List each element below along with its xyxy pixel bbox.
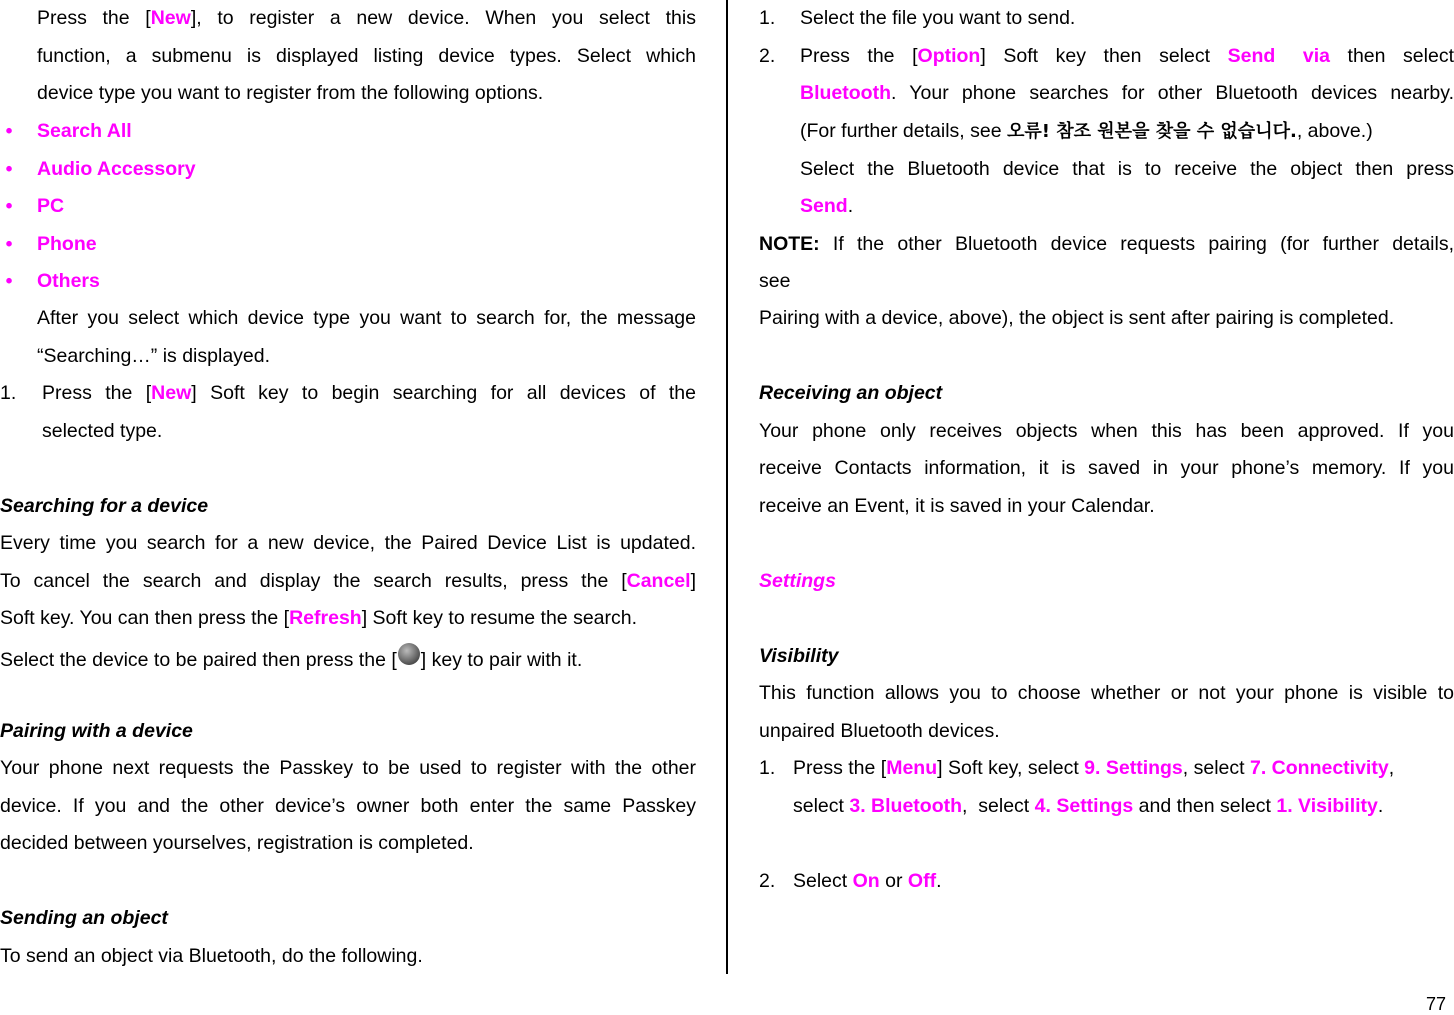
page-number: 77 (1425, 994, 1446, 1014)
settings-heading: Settings (759, 570, 836, 592)
visibility-step-1-line-2: select 3. Bluetooth, select 4. Settings and then select 1. Visibility. (793, 795, 1384, 817)
pairing-line-2: device. If you and the other device’s owner both enter the same Passkey (0, 795, 696, 817)
pairing-heading: Pairing with a device (0, 720, 193, 742)
pairing-line-3: decided between yourselves, registration is completed. (0, 832, 474, 854)
searching-line-1: Every time you search for a new device, the Paired Device List is updated. (0, 532, 696, 554)
receiving-heading: Receiving an object (759, 382, 943, 404)
after-select-line-2: “Searching…” is displayed. (37, 345, 271, 367)
intro-line-1: Press the [New], to register a new device. When you select this (37, 7, 696, 29)
note-line-2: see (759, 270, 791, 292)
option-pc: • PC (5, 195, 65, 217)
send-step-1: 1. Select the file you want to send. (759, 7, 1076, 29)
note-line-3: Pairing with a device, above), the object is sent after pairing is completed. (759, 307, 1395, 329)
searching-line-4: Select the device to be paired then press the [ ] key to pair with it. (0, 648, 696, 672)
searching-line-3: Soft key. You can then press the [Refresh] Soft key to resume the search. (0, 607, 638, 629)
sending-line-1: To send an object via Bluetooth, do the following. (0, 945, 423, 967)
searching-heading: Searching for a device (0, 495, 209, 517)
option-search-all: • Search All (5, 120, 132, 142)
send-step-2-line-4: Select the Bluetooth device that is to receive the object then press (800, 158, 1454, 180)
option-audio-accessory: • Audio Accessory (5, 158, 196, 180)
receiving-line-2: receive Contacts information, it is saved in your phone’s memory. If you (759, 457, 1454, 479)
searching-line-2: To cancel the search and display the search results, press the [Cancel] (0, 570, 696, 592)
intro-line-2: function, a submenu is displayed listing device types. Select which (37, 45, 696, 67)
pairing-line-1: Your phone next requests the Passkey to be used to register with the other (0, 757, 696, 779)
note-line-1: NOTE: If the other Bluetooth device requests pairing (for further details, (759, 233, 1454, 255)
option-phone: • Phone (5, 233, 97, 255)
visibility-line-1: This function allows you to choose whether or not your phone is visible to (759, 682, 1454, 704)
after-select-line-1: After you select which device type you want to search for, the message (37, 307, 696, 329)
send-step-2-line-3: (For further details, see 오류! 참조 원본을 찾을 수 없습니다., above.) (800, 120, 1373, 142)
column-divider (726, 0, 728, 974)
sending-heading: Sending an object (0, 907, 168, 929)
option-others: • Others (5, 270, 100, 292)
center-key-icon (398, 643, 420, 665)
receiving-line-1: Your phone only receives objects when this has been approved. If you (759, 420, 1454, 442)
visibility-line-2: unpaired Bluetooth devices. (759, 720, 1000, 742)
receiving-line-3: receive an Event, it is saved in your Calendar. (759, 495, 1155, 517)
intro-line-3: device type you want to register from the following options. (37, 82, 544, 104)
send-step-2-line-2: Bluetooth. Your phone searches for other Bluetooth devices nearby. (800, 82, 1454, 104)
step-1-line-2: selected type. (42, 420, 163, 442)
send-step-2-line-5: Send. (800, 195, 854, 217)
visibility-heading: Visibility (759, 645, 839, 667)
